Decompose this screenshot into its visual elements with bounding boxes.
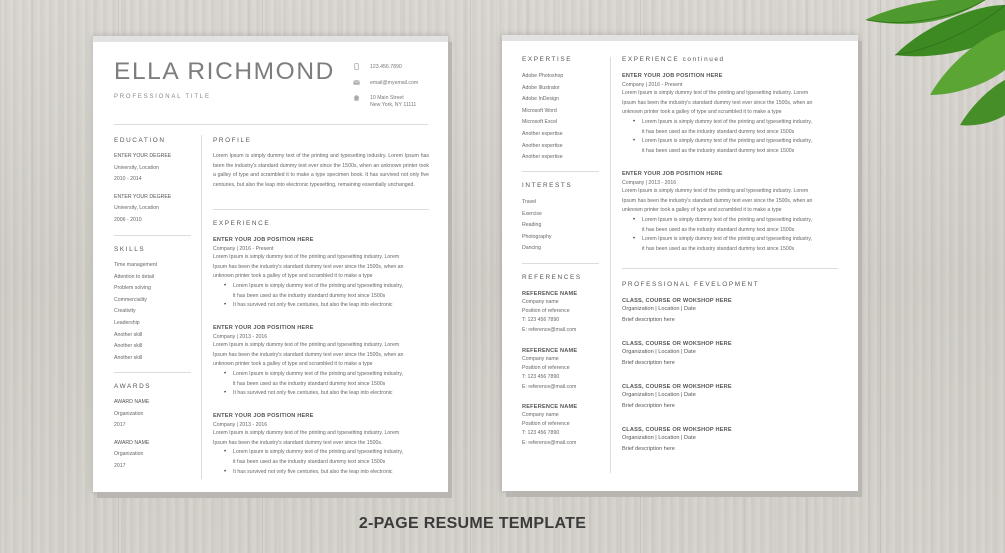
interest-item: Photography <box>522 233 552 240</box>
course-details: Organization | Location | Date <box>622 349 696 355</box>
job-bullet: • Lorem Ipsum is simply dummy text of the printing and typesetting industry, it has been used as the industry standard dummy text since 1500s <box>622 137 842 156</box>
job-bullets <box>622 118 842 156</box>
awards-list <box>114 397 149 473</box>
skill-item: Attention to detail <box>114 273 155 280</box>
professional-title: PROFESSIONAL TITLE <box>114 94 211 100</box>
experience-continued-heading: EXPERIENCE continued <box>622 56 725 63</box>
job-description: Lorem Ipsum is simply dummy text of the printing and typesetting industry. Lorem Ipsum has been the industry's standard dummy text ever since the 1500s. <box>213 430 400 446</box>
job-bullets <box>622 216 842 254</box>
job-bullet: • Lorem Ipsum is simply dummy text of the printing and typesetting industry, it has been used as the industry standard dummy text since 1500s <box>622 118 842 137</box>
interest-item: Reading <box>522 222 542 229</box>
job-company: Company | 2013 - 2016 <box>622 180 677 186</box>
awards-heading: AWARDS <box>114 383 152 390</box>
award-name: AWARD NAME <box>114 439 150 446</box>
education-years: 2010 - 2014 <box>114 176 142 183</box>
job-entry <box>213 413 431 477</box>
expertise-item: Microsoft Excel <box>522 119 558 126</box>
job-description: Lorem Ipsum is simply dummy text of the printing and typesetting industry. Lorem Ipsum has been the industry's standard dummy text ever since the 1500s, when an unknown printer took a galley of type and scrambled it to make a type <box>213 254 404 280</box>
course-details: Organization | Location | Date <box>622 306 696 312</box>
job-title: ENTER YOUR JOB POSITION HERE <box>213 237 314 243</box>
reference-entry <box>522 291 577 335</box>
skills-list <box>114 260 157 364</box>
reference-company: Company name <box>522 356 559 362</box>
interest-item: Travel <box>522 199 537 205</box>
education-heading: EDUCATION <box>114 137 166 144</box>
job-company: Company | 2016 - Present <box>213 246 274 252</box>
skill-item: Another skill <box>114 354 143 361</box>
expertise-item: Adobe Photoshop <box>522 73 564 79</box>
award-year: 2017 <box>114 422 126 429</box>
skill-item: Problem solving <box>114 285 151 292</box>
contact-phone: 123.456.7890 <box>370 64 402 70</box>
course-description: Brief description here <box>622 360 675 366</box>
course-title: CLASS, COURSE OR WOKSHOP HERE <box>622 341 732 347</box>
job-title: ENTER YOUR JOB POSITION HERE <box>213 413 314 419</box>
job-description: Lorem Ipsum is simply dummy text of the printing and typesetting industry. Lorem Ipsum has been the industry's standard dummy text ever since the 1500s, when an unknown printer took a galley of type and scrambled it to make a type <box>213 342 404 368</box>
job-entry <box>622 171 842 254</box>
leaves-icon <box>835 0 1005 130</box>
reference-company: Company name <box>522 412 559 418</box>
job-bullet: • It has survived not only five centuries, but also the leap into electronic <box>213 389 431 399</box>
job-bullet: • Lorem Ipsum is simply dummy text of the printing and typesetting industry, it has been used as the industry standard dummy text since 1500s <box>213 370 431 389</box>
home-icon <box>353 94 360 101</box>
expertise-item: Adobe Illustrator <box>522 84 560 91</box>
expertise-item: Microsoft Word <box>522 107 557 114</box>
reference-position: Position of reference <box>522 365 570 372</box>
skill-item: Time management <box>114 262 158 268</box>
profile-text: Lorem Ipsum is simply dummy text of the printing and typesetting industry. Lorem Ipsum has been the industry's standard dummy text ever since the 1500s, when an unknown printer took a galley of type and scrambled it to make a type specimen book. It has survived not only five centuries, but also the leap into electronic typesetting, remaining essentially unchanged. <box>213 153 429 189</box>
profile-heading: PROFILE <box>213 137 252 144</box>
reference-position: Position of reference <box>522 421 570 428</box>
reference-company: Company name <box>522 299 559 305</box>
reference-email: E: reference@mail.com <box>522 439 577 446</box>
contact-address-line1: 10 Main Street <box>370 95 404 101</box>
education-location: University, Location <box>114 164 159 171</box>
award-org: Organization <box>114 451 144 458</box>
job-entry <box>622 73 842 156</box>
job-bullet: • Lorem Ipsum is simply dummy text of the printing and typesetting industry, it has been used as the industry standard dummy text since 1500s <box>213 448 431 467</box>
job-company: Company | 2013 - 2016 <box>213 334 268 340</box>
reference-name: REFERENCE NAME <box>522 348 578 354</box>
development-entry <box>622 384 732 412</box>
expertise-heading: EXPERTISE <box>522 56 573 63</box>
course-description: Brief description here <box>622 446 675 452</box>
award-name: AWARD NAME <box>114 399 150 405</box>
job-company: Company | 2013 - 2016 <box>213 422 268 428</box>
education-degree: ENTER YOUR DEGREE <box>114 193 172 200</box>
expertise-item: Another expertise <box>522 130 563 137</box>
interest-item: Exercise <box>522 210 542 217</box>
education-location: University, Location <box>114 205 159 212</box>
interests-list <box>522 197 551 255</box>
job-bullet: • Lorem Ipsum is simply dummy text of the printing and typesetting industry, it has been used as the industry standard dummy text since 1500s <box>213 282 431 301</box>
reference-phone: T: 123 456 7890 <box>522 430 560 437</box>
job-description: Lorem Ipsum is simply dummy text of the printing and typesetting industry. Lorem Ipsum has been the industry's standard dummy text ever since the 1500s, when an unknown printer took a galley of type and scrambled it to make a type <box>622 90 813 116</box>
course-description: Brief description here <box>622 403 675 409</box>
award-year: 2017 <box>114 462 126 469</box>
job-entry <box>213 237 431 311</box>
reference-phone: T: 123 456 7890 <box>522 317 560 324</box>
interests-heading: INTERESTS <box>522 182 573 189</box>
job-bullet: • Lorem Ipsum is simply dummy text of the printing and typesetting industry, it has been used as the industry standard dummy text since 1500s <box>622 235 842 254</box>
interest-item: Dancing <box>522 245 542 252</box>
references-heading: REFERENCES <box>522 274 582 281</box>
skill-item: Leadership <box>114 319 140 326</box>
resume-page-1 <box>93 36 448 492</box>
reference-phone: T: 123 456 7890 <box>522 374 560 381</box>
job-title: ENTER YOUR JOB POSITION HERE <box>622 171 723 177</box>
reference-email: E: reference@mail.com <box>522 383 577 390</box>
job-description: Lorem Ipsum is simply dummy text of the printing and typesetting industry. Lorem Ipsum has been the industry's standard dummy text ever since the 1500s, when an unknown printer took a galley of type and scrambled it to make a type <box>622 188 813 214</box>
skill-item: Commerciality <box>114 296 147 303</box>
job-entry <box>213 325 431 399</box>
job-bullets <box>213 370 431 399</box>
caption-title: 2-PAGE RESUME TEMPLATE <box>358 515 587 532</box>
reference-name: REFERENCE NAME <box>522 404 578 410</box>
job-bullet: • It has survived not only five centuries, but also the leap into electronic <box>213 468 431 478</box>
job-title: ENTER YOUR JOB POSITION HERE <box>622 73 723 79</box>
course-title: CLASS, COURSE OR WOKSHOP HERE <box>622 384 732 390</box>
job-company: Company | 2016 - Present <box>622 82 683 88</box>
reference-entry <box>522 348 577 392</box>
education-years: 2006 - 2010 <box>114 216 142 223</box>
reference-email: E: reference@mail.com <box>522 326 577 333</box>
development-entry <box>622 298 732 326</box>
resume-page-2 <box>502 35 858 491</box>
education-list <box>114 151 171 227</box>
course-title: CLASS, COURSE OR WOKSHOP HERE <box>622 298 732 304</box>
experience-heading: EXPERIENCE <box>213 220 271 227</box>
job-title: ENTER YOUR JOB POSITION HERE <box>213 325 314 331</box>
award-org: Organization <box>114 410 144 417</box>
skill-item: Another skill <box>114 343 143 350</box>
expertise-item: Adobe InDesign <box>522 96 559 103</box>
expertise-item: Another expertise <box>522 142 563 149</box>
education-degree: ENTER YOUR DEGREE <box>114 153 172 159</box>
expertise-list <box>522 71 563 164</box>
phone-icon <box>353 63 360 70</box>
reference-entry <box>522 404 577 448</box>
development-heading: PROFESSIONAL FEVELOPMENT <box>622 281 760 288</box>
course-details: Organization | Location | Date <box>622 392 696 398</box>
resume-name: ELLA RICHMOND <box>114 58 335 85</box>
course-title: CLASS, COURSE OR WOKSHOP HERE <box>622 427 732 433</box>
job-bullet: • Lorem Ipsum is simply dummy text of the printing and typesetting industry, it has been used as the industry standard dummy text since 1500s <box>622 216 842 235</box>
course-details: Organization | Location | Date <box>622 435 696 441</box>
expertise-item: Another expertise <box>522 154 563 161</box>
reference-position: Position of reference <box>522 308 570 315</box>
contact-address-line2: New York, NY 11111 <box>370 102 417 108</box>
skills-heading: SKILLS <box>114 246 146 253</box>
development-entry <box>622 427 732 455</box>
envelope-icon <box>353 79 360 86</box>
job-bullets <box>213 448 431 477</box>
reference-name: REFERENCE NAME <box>522 291 578 297</box>
job-bullets <box>213 282 431 311</box>
development-entry <box>622 341 732 369</box>
skill-item: Creativity <box>114 308 136 315</box>
job-bullet: • It has survived not only five centuries, but also the leap into electronic <box>213 301 431 311</box>
skill-item: Another skill <box>114 331 143 338</box>
course-description: Brief description here <box>622 317 675 323</box>
contact-email: email@myemail.com <box>370 80 419 86</box>
